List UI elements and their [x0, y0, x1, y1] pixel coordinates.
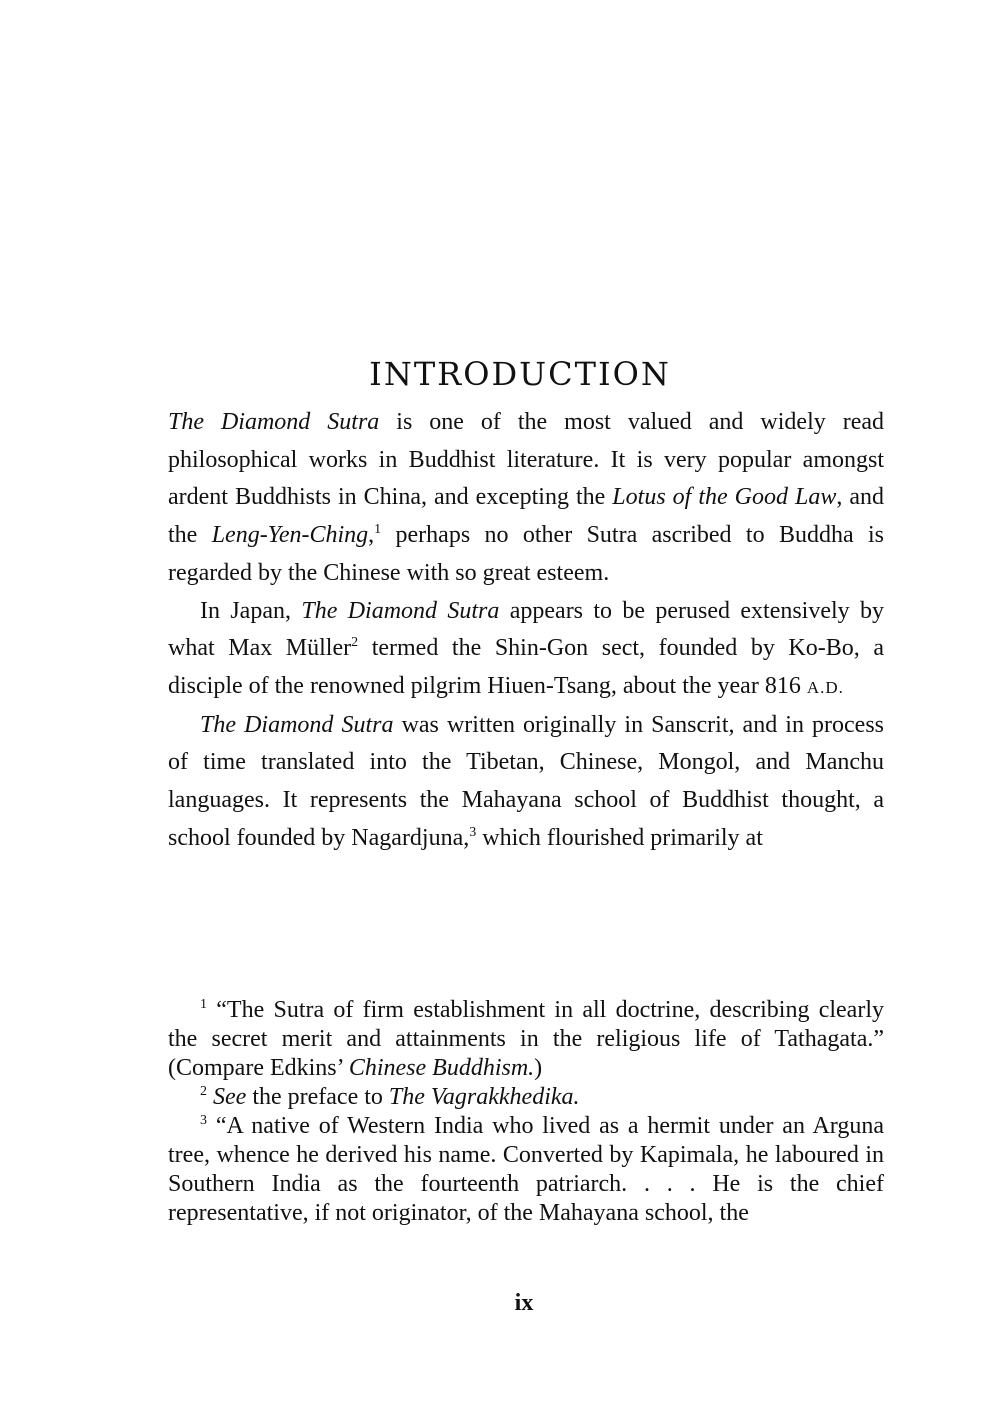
book-title: The Diamond Sutra	[301, 597, 500, 624]
paragraph-3	[168, 707, 884, 858]
book-title: Chinese Buddhism.	[348, 1055, 535, 1081]
footnote-text: “A native of Western India who lived as a hermit under an Arguna tree, whence he derived his name. Converted by Kapimala, he laboured in Southern India as the fourteenth patriarch. . . . He is the chief representative, if not originator, of the Mahayana school, the	[168, 1113, 884, 1226]
paragraph-2	[168, 593, 884, 707]
paragraph-text: In Japan,	[200, 597, 302, 624]
footnote-mark: 1	[200, 997, 207, 1012]
footnote-text: “The Sutra of firm establishment in all doctrine, describing clearly the secret merit and attainments in the religious life of Tathagata.” (Compare Edkins’	[168, 997, 884, 1081]
see-reference: See	[213, 1084, 247, 1110]
footnotes	[168, 996, 884, 1228]
footnote-reference: 1	[374, 522, 382, 538]
page-number: ix	[514, 1290, 534, 1316]
paragraph-text: perhaps no other Sutra ascribed to Buddha is regarded by the Chinese with so great esteem.	[168, 522, 884, 586]
book-title: Lotus of the Good Law	[612, 484, 837, 511]
footnote-reference: 3	[469, 824, 477, 840]
footnote-text: )	[534, 1055, 543, 1081]
paragraph-text: which flourished primarily at	[476, 824, 763, 851]
book-title: The Vagrakkhedika.	[388, 1084, 580, 1110]
footnote-reference: 2	[351, 635, 359, 651]
paragraph-text: appears to be perused extensively by what Max Müller	[168, 597, 885, 662]
paragraph-text: termed the Shin-Gon sect, founded by Ko-Bo, a disciple of the renowned pilgrim Hiuen-Tsang, about the year 816	[168, 635, 884, 699]
paragraph-text: was written originally in Sanscrit, and in process of time translated into the Tibetan, Chinese, Mongol, and Manchu languages. It represents the Mahayana school of Buddhist thought, a school founded by Nagardjuna,	[168, 711, 885, 851]
footnote-mark: 3	[200, 1113, 207, 1128]
paragraph-text: ,	[368, 522, 375, 549]
paragraph-text: is one of the most valued and widely read philosophical works in Buddhist literature. It is very popular amongst ardent Buddhists in China, and excepting the	[168, 409, 885, 511]
book-title: The Diamond Sutra	[168, 409, 380, 435]
footnote-2	[168, 1083, 884, 1112]
footnote-3	[168, 1112, 884, 1228]
footnote-mark: 2	[200, 1084, 207, 1099]
footnote-1	[168, 996, 884, 1083]
paragraph-1	[168, 404, 884, 593]
book-title: The Diamond Sutra	[200, 711, 394, 738]
main-text	[168, 404, 884, 857]
era-abbreviation: A.D.	[806, 677, 844, 697]
paragraph-text: , and the	[168, 484, 885, 549]
page-title: INTRODUCTION	[369, 355, 671, 394]
footnote-text: the preface to	[246, 1084, 389, 1110]
book-title: Leng-Yen-Ching	[211, 522, 369, 549]
